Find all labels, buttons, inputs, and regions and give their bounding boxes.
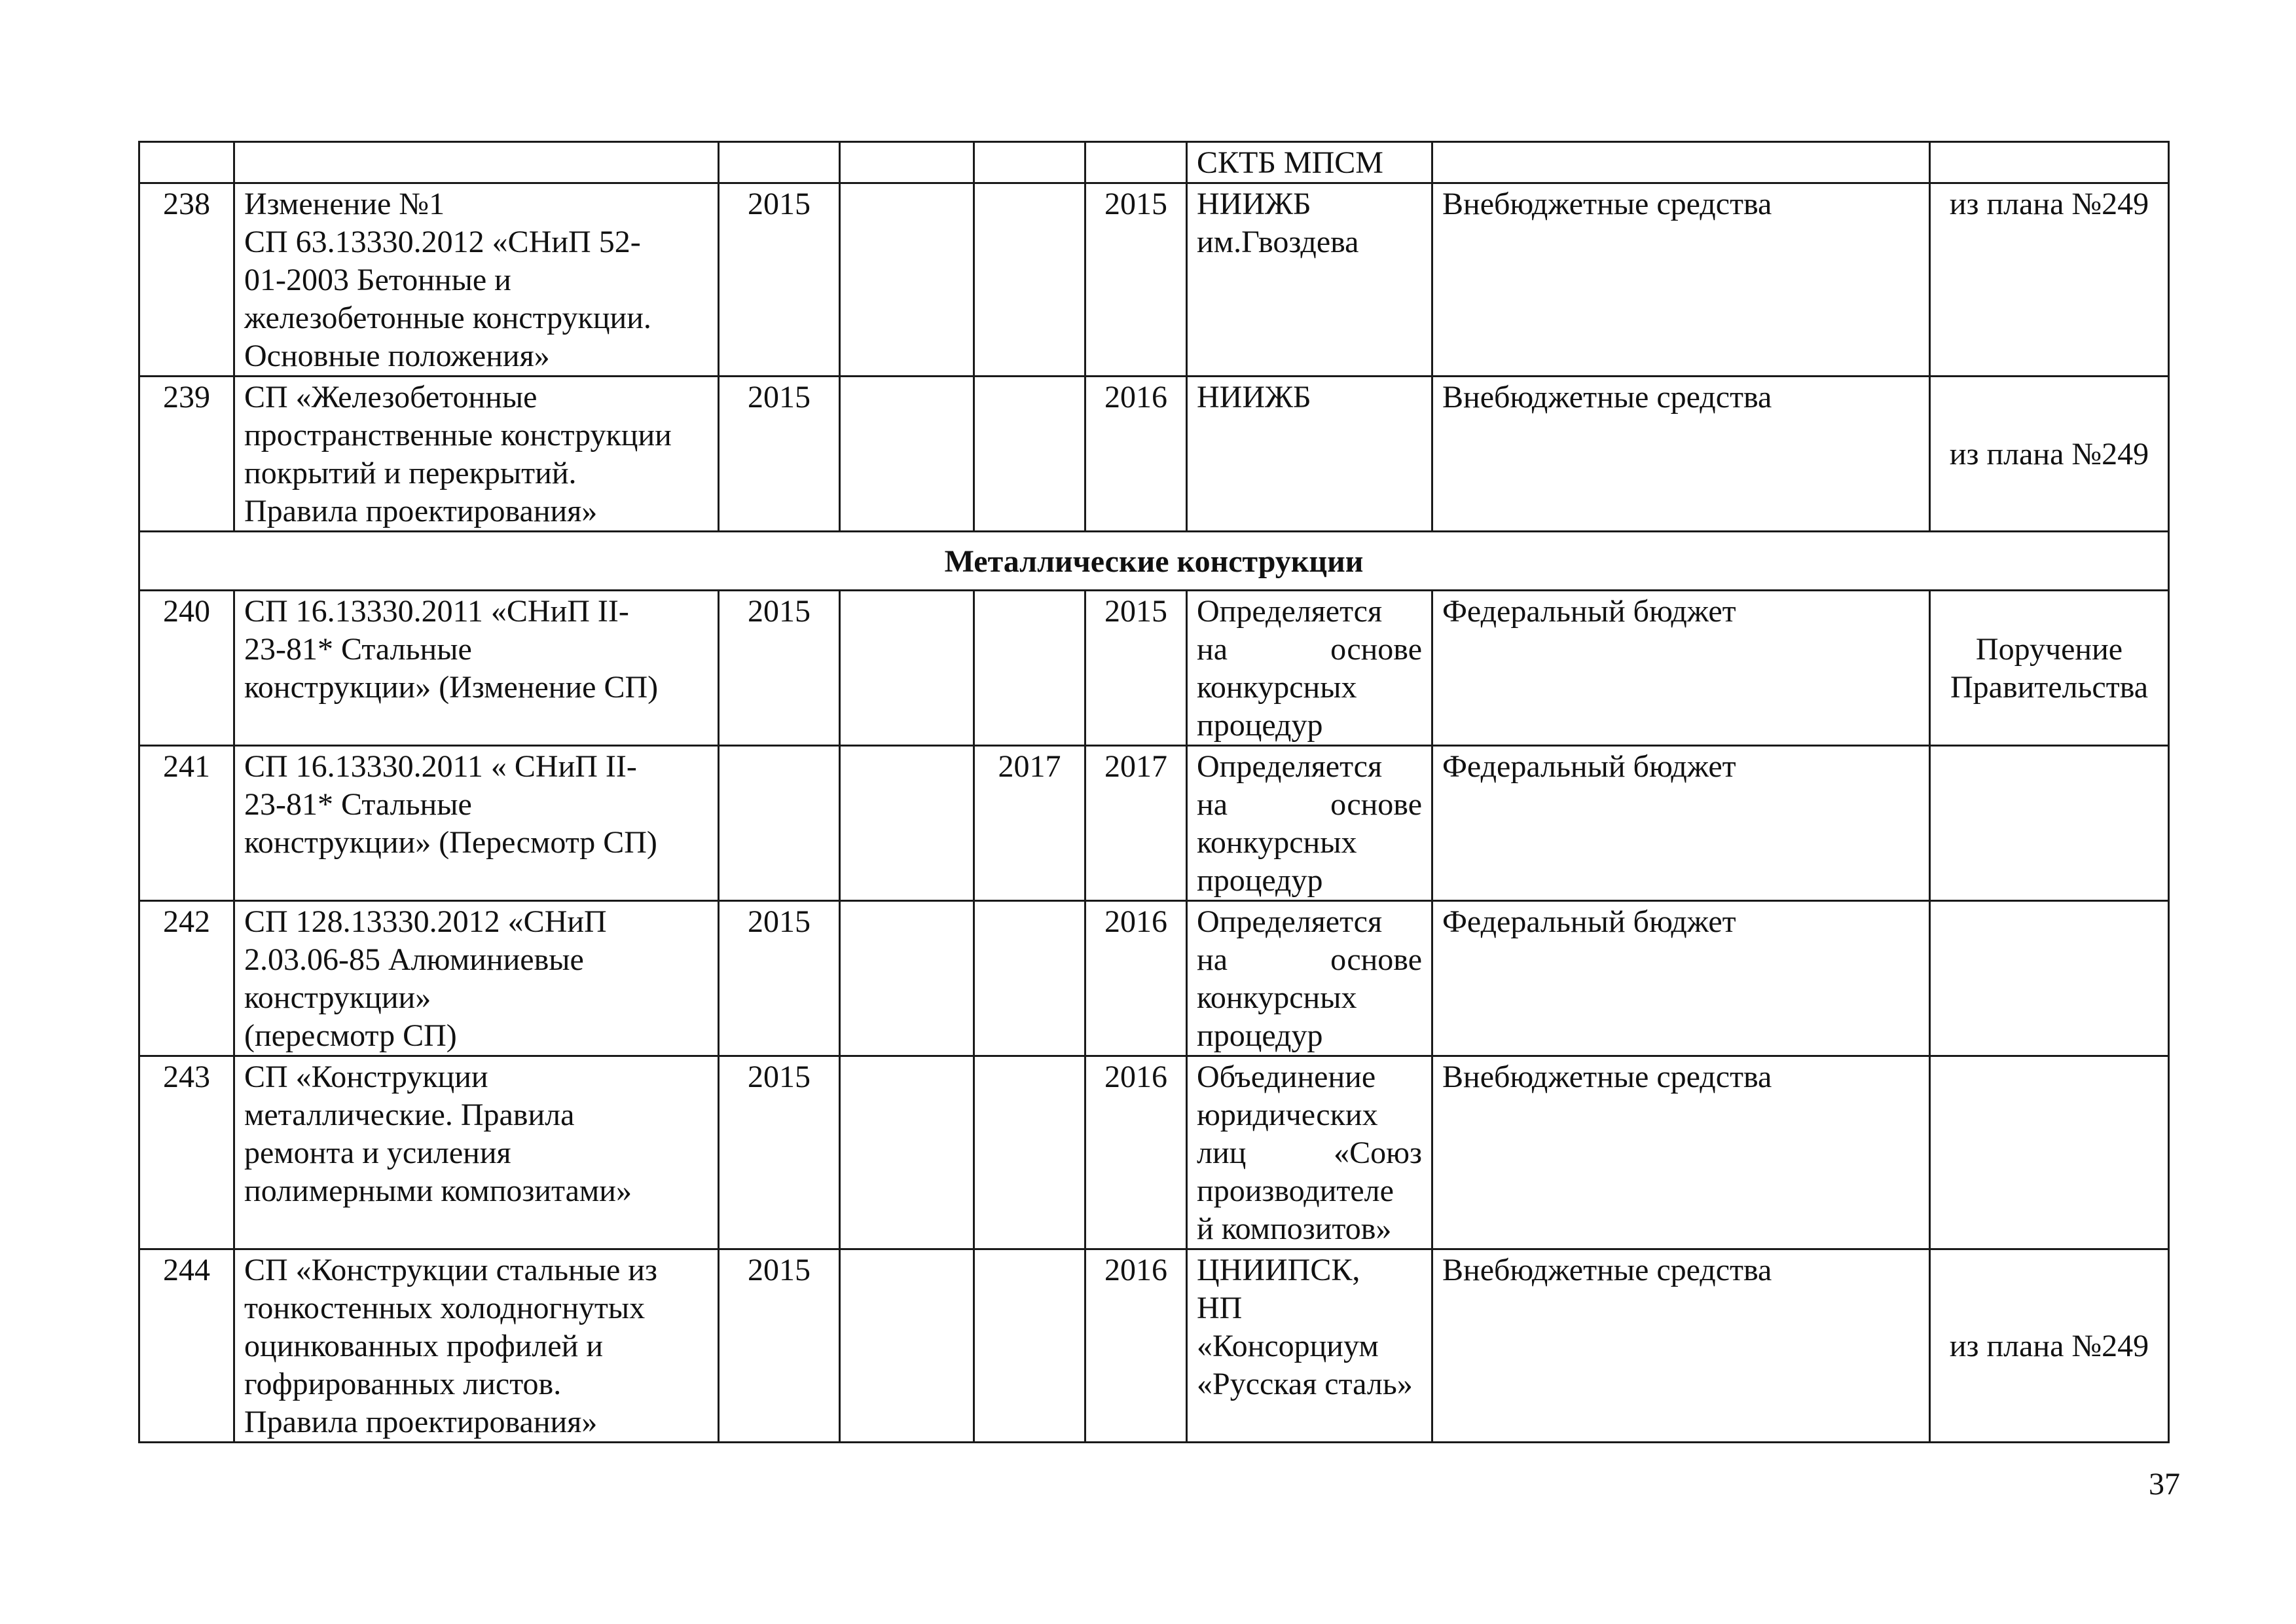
cell-name xyxy=(234,746,719,901)
org-line: НП xyxy=(1197,1291,1243,1325)
name-line: оцинкованных профилей и xyxy=(244,1329,604,1363)
cell-year-3 xyxy=(974,591,1085,746)
cell-num: 239 xyxy=(139,377,234,532)
cell-year-2 xyxy=(840,377,974,532)
note-line: Правительства xyxy=(1950,670,2149,705)
name-line: Основные положения» xyxy=(244,339,550,373)
name-line: СП «Конструкции стальные из xyxy=(244,1253,657,1287)
org-line: процедур xyxy=(1197,708,1323,743)
cell-name xyxy=(234,142,719,183)
org-line: на основе xyxy=(1197,632,1422,667)
cell-num: 243 xyxy=(139,1056,234,1249)
table-row xyxy=(139,377,2169,532)
cell-year-1: 2015 xyxy=(719,377,840,532)
cell-year-2 xyxy=(840,1056,974,1249)
cell-fund: Внебюджетные средства xyxy=(1432,377,1930,532)
name-line: конструкции» (Изменение СП) xyxy=(244,670,659,705)
cell-num: 242 xyxy=(139,901,234,1056)
cell-year-3 xyxy=(974,183,1085,377)
cell-fund: Федеральный бюджет xyxy=(1432,591,1930,746)
name-line: СП 16.13330.2011 «СНиП II- xyxy=(244,594,629,629)
cell-fund xyxy=(1432,142,1930,183)
org-line: НИИЖБ xyxy=(1197,380,1311,415)
cell-year-4: 2016 xyxy=(1085,901,1187,1056)
cell-year-2 xyxy=(840,183,974,377)
cell-note: из плана №249 xyxy=(1930,183,2169,377)
cell-year-4: 2016 xyxy=(1085,1249,1187,1443)
org-line: конкурсных xyxy=(1197,670,1357,705)
cell-year-4: 2015 xyxy=(1085,183,1187,377)
cell-name xyxy=(234,591,719,746)
org-line: на основе xyxy=(1197,942,1422,977)
cell-num: 240 xyxy=(139,591,234,746)
cell-year-4: 2016 xyxy=(1085,377,1187,532)
cell-note xyxy=(1930,1056,2169,1249)
name-line: железобетонные конструкции. xyxy=(244,301,651,335)
cell-org xyxy=(1187,901,1432,1056)
cell-fund: Внебюджетные средства xyxy=(1432,1249,1930,1443)
table-row xyxy=(139,591,2169,746)
org-line: «Русская сталь» xyxy=(1197,1367,1413,1401)
cell-year-3 xyxy=(974,1056,1085,1249)
org-line: НИИЖБ xyxy=(1197,187,1311,221)
cell-org xyxy=(1187,746,1432,901)
org-line: процедур xyxy=(1197,863,1323,898)
cell-year-1: 2015 xyxy=(719,1056,840,1249)
cell-year-4: 2015 xyxy=(1085,591,1187,746)
plan-table xyxy=(138,141,2170,1443)
cell-fund: Федеральный бюджет xyxy=(1432,901,1930,1056)
org-line: ЦНИИПСК, xyxy=(1197,1253,1360,1287)
name-line: СП 16.13330.2011 « СНиП II- xyxy=(244,749,637,784)
cell-note xyxy=(1930,591,2169,746)
cell-year-3 xyxy=(974,901,1085,1056)
name-line: полимерными композитами» xyxy=(244,1173,632,1208)
cell-note xyxy=(1930,142,2169,183)
cell-org xyxy=(1187,1056,1432,1249)
name-line: Правила проектирования» xyxy=(244,1405,598,1439)
org-line: на основе xyxy=(1197,787,1422,822)
cell-year-4 xyxy=(1085,142,1187,183)
cell-name xyxy=(234,1249,719,1443)
name-line: конструкции» xyxy=(244,980,431,1015)
cell-fund: Внебюджетные средства xyxy=(1432,1056,1930,1249)
cell-name xyxy=(234,901,719,1056)
cell-year-2 xyxy=(840,1249,974,1443)
cell-org: СКТБ МПСМ xyxy=(1187,142,1432,183)
org-line: им.Гвоздева xyxy=(1197,225,1359,259)
cell-year-1 xyxy=(719,746,840,901)
table-row-continuation xyxy=(139,142,2169,183)
cell-note: из плана №249 xyxy=(1930,377,2169,532)
cell-year-3: 2017 xyxy=(974,746,1085,901)
org-line: Определяется xyxy=(1197,904,1383,939)
cell-org xyxy=(1187,183,1432,377)
cell-num xyxy=(139,142,234,183)
cell-note xyxy=(1930,901,2169,1056)
name-line: 23-81* Стальные xyxy=(244,632,472,667)
cell-year-4: 2017 xyxy=(1085,746,1187,901)
org-line: Определяется xyxy=(1197,749,1383,784)
page-number: 37 xyxy=(2149,1467,2180,1502)
org-line: юридических xyxy=(1197,1098,1378,1132)
name-line: СП «Железобетонные xyxy=(244,380,538,415)
org-line: Объединение xyxy=(1197,1060,1376,1094)
cell-note xyxy=(1930,1249,2169,1443)
cell-year-1: 2015 xyxy=(719,901,840,1056)
cell-year-3 xyxy=(974,377,1085,532)
cell-year-1: 2015 xyxy=(719,183,840,377)
name-line: Правила проектирования» xyxy=(244,494,598,528)
name-line: Изменение №1 xyxy=(244,187,445,221)
org-line: лиц «Союз xyxy=(1197,1135,1422,1170)
cell-fund: Федеральный бюджет xyxy=(1432,746,1930,901)
name-line: СП 128.13330.2012 «СНиП xyxy=(244,904,607,939)
cell-num: 241 xyxy=(139,746,234,901)
cell-year-2 xyxy=(840,746,974,901)
name-line: гофрированных листов. xyxy=(244,1367,562,1401)
name-line: СП «Конструкции xyxy=(244,1060,488,1094)
table-row xyxy=(139,183,2169,377)
name-line: ремонта и усиления xyxy=(244,1135,511,1170)
table-row xyxy=(139,1249,2169,1443)
cell-year-4: 2016 xyxy=(1085,1056,1187,1249)
cell-year-1 xyxy=(719,142,840,183)
cell-org xyxy=(1187,377,1432,532)
name-line: тонкостенных холодногнутых xyxy=(244,1291,646,1325)
org-line: конкурсных xyxy=(1197,825,1357,860)
note-line: из плана №249 xyxy=(1949,1329,2149,1363)
section-title: Металлические конструкции xyxy=(139,532,2169,591)
cell-org xyxy=(1187,1249,1432,1443)
table-row xyxy=(139,1056,2169,1249)
org-line: процедур xyxy=(1197,1018,1323,1053)
section-header-row xyxy=(139,532,2169,591)
cell-year-2 xyxy=(840,591,974,746)
org-line: «Консорциум xyxy=(1197,1329,1379,1363)
name-line: металлические. Правила xyxy=(244,1098,575,1132)
table-row xyxy=(139,901,2169,1056)
name-line: 2.03.06-85 Алюминиевые xyxy=(244,942,584,977)
org-line: Определяется xyxy=(1197,594,1383,629)
cell-year-2 xyxy=(840,142,974,183)
cell-name xyxy=(234,377,719,532)
org-line: й композитов» xyxy=(1197,1211,1392,1246)
cell-year-2 xyxy=(840,901,974,1056)
cell-note xyxy=(1930,746,2169,901)
name-line: конструкции» (Пересмотр СП) xyxy=(244,825,657,860)
cell-org xyxy=(1187,591,1432,746)
name-line: покрытий и перекрытий. xyxy=(244,456,577,490)
cell-name xyxy=(234,183,719,377)
name-line: (пересмотр СП) xyxy=(244,1018,457,1053)
org-line: конкурсных xyxy=(1197,980,1357,1015)
org-line: производителе xyxy=(1197,1173,1394,1208)
table-row xyxy=(139,746,2169,901)
cell-year-1: 2015 xyxy=(719,1249,840,1443)
name-line: пространственные конструкции xyxy=(244,418,672,452)
name-line: 23-81* Стальные xyxy=(244,787,472,822)
cell-year-1: 2015 xyxy=(719,591,840,746)
note-line: Поручение xyxy=(1975,632,2123,667)
name-line: 01-2003 Бетонные и xyxy=(244,263,511,297)
cell-fund: Внебюджетные средства xyxy=(1432,183,1930,377)
cell-name xyxy=(234,1056,719,1249)
name-line: СП 63.13330.2012 «СНиП 52- xyxy=(244,225,641,259)
cell-year-3 xyxy=(974,1249,1085,1443)
cell-num: 238 xyxy=(139,183,234,377)
cell-year-3 xyxy=(974,142,1085,183)
cell-num: 244 xyxy=(139,1249,234,1443)
